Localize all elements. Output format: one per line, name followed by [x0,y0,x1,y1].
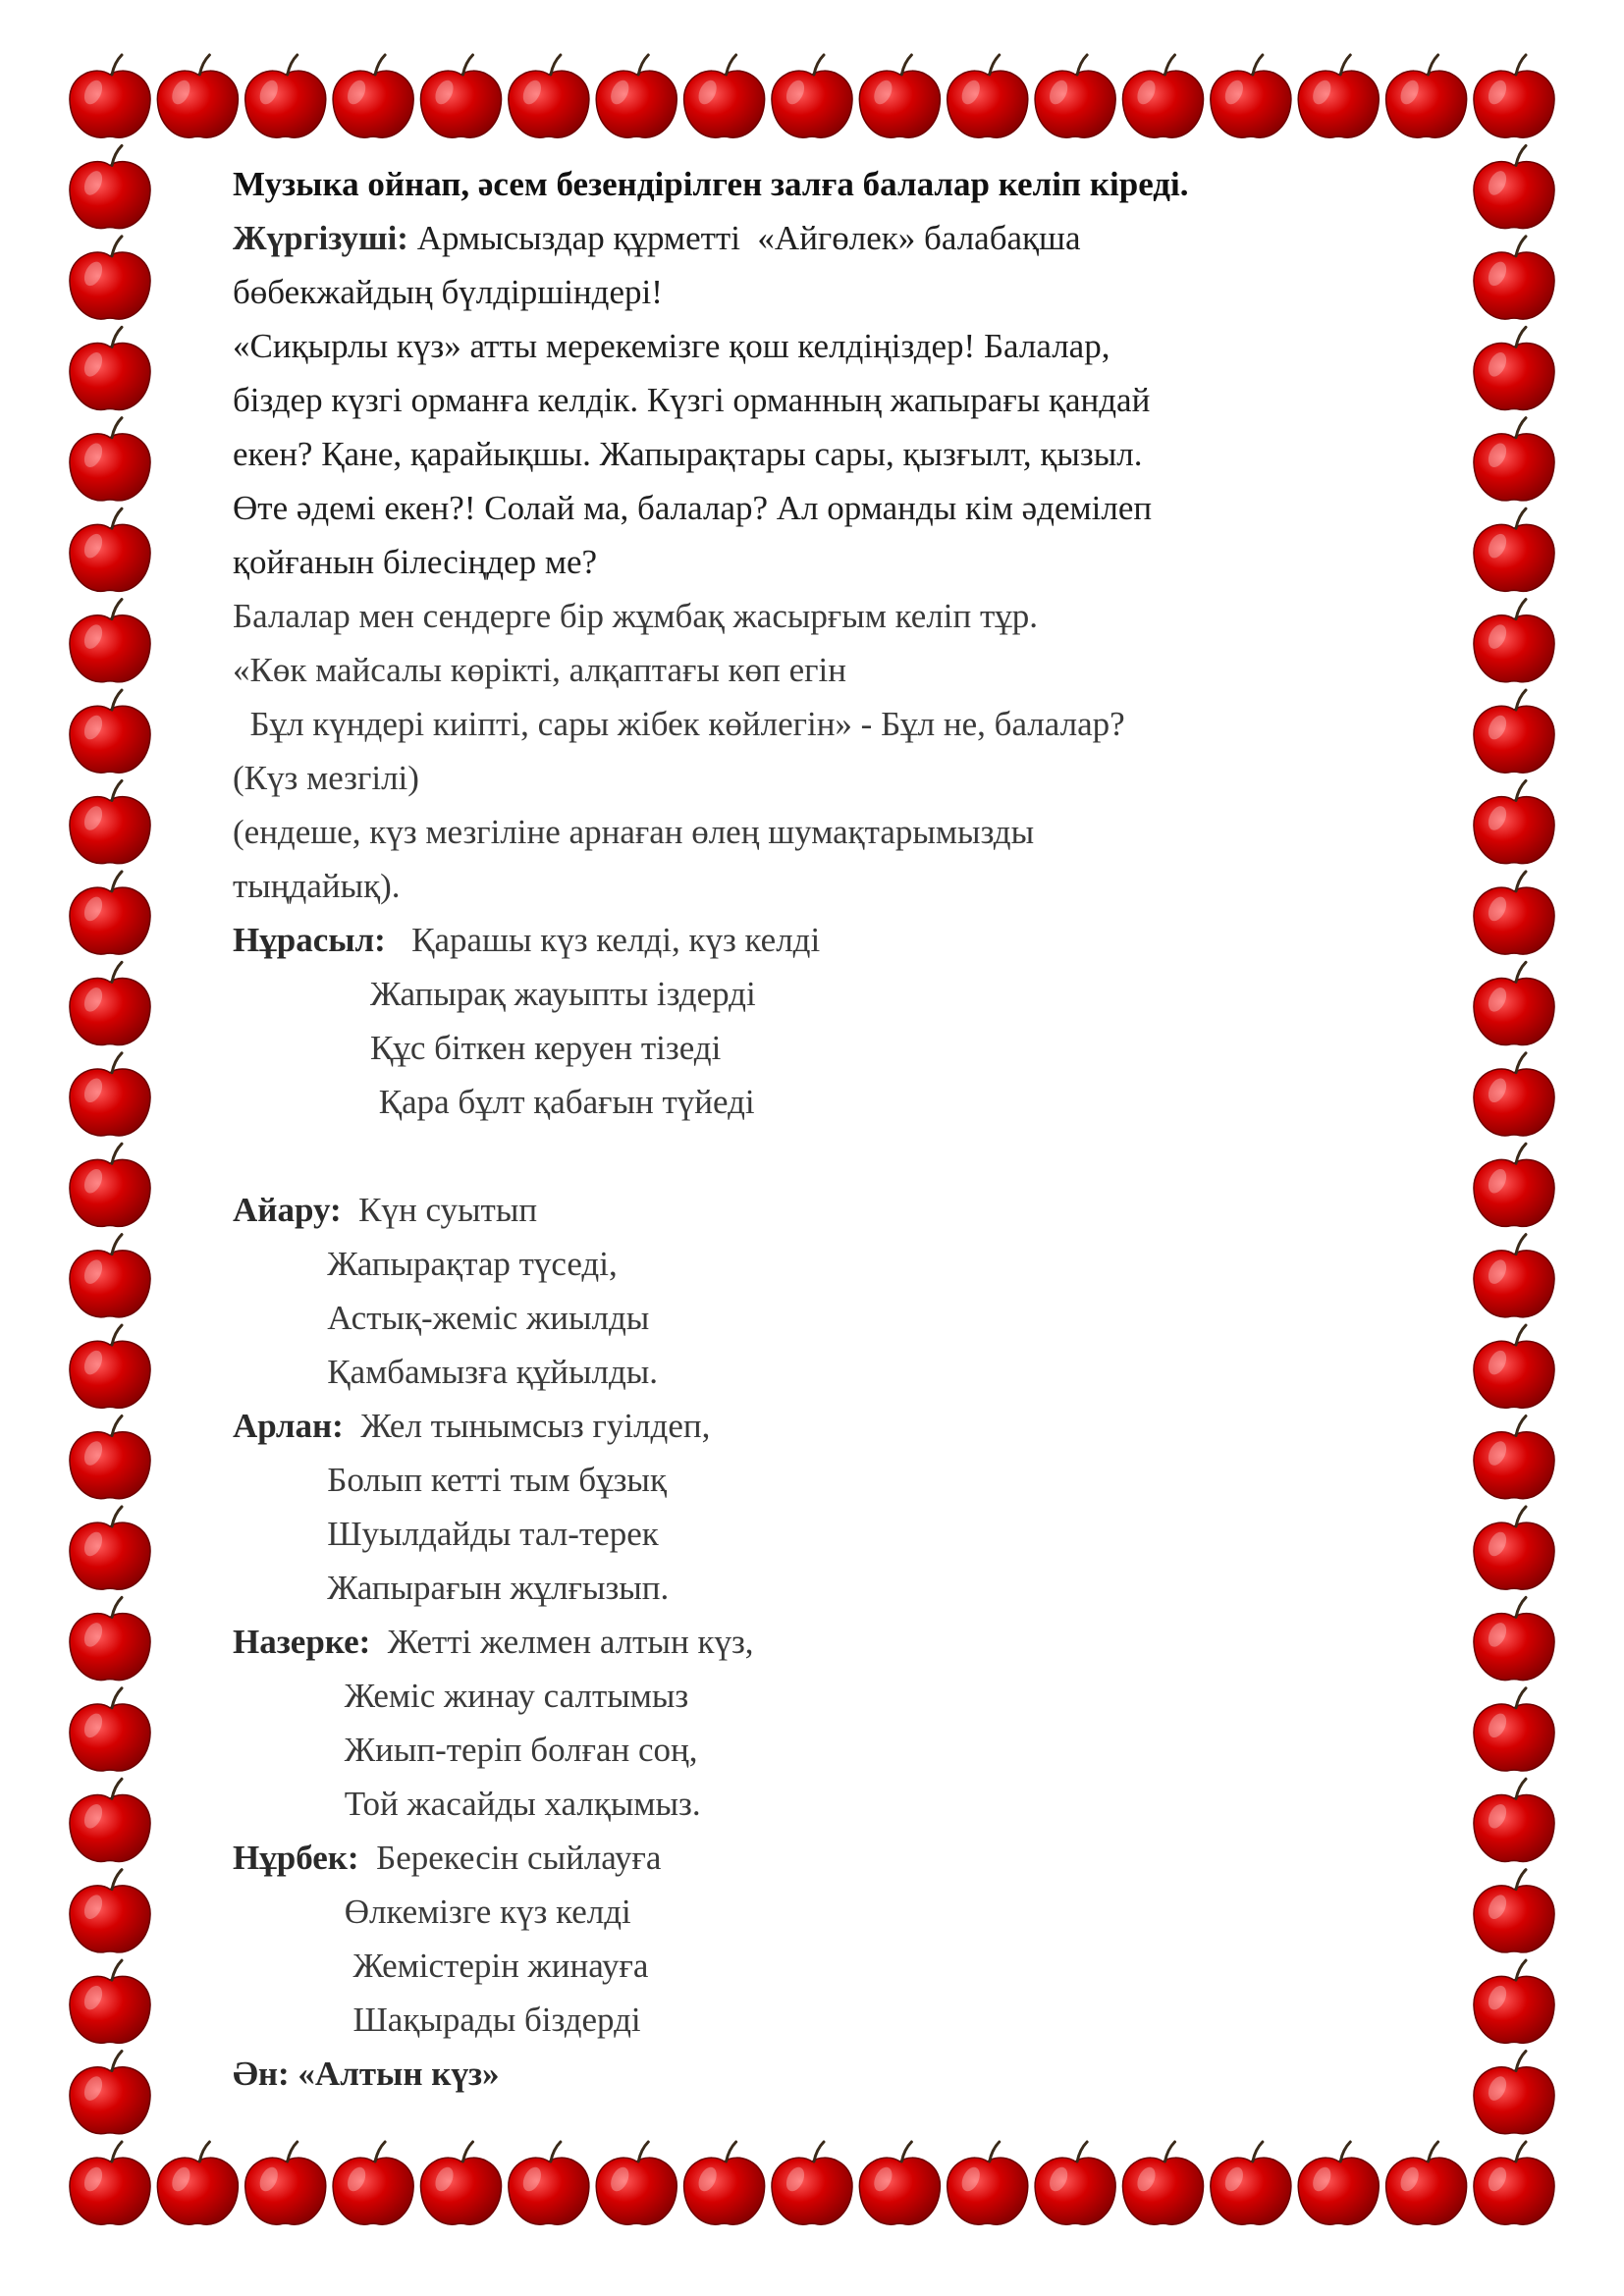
apple-icon [70,1144,150,1226]
apple-icon [1474,600,1554,682]
apple-icon [947,2142,1028,2224]
apple-icon [70,1416,150,1499]
apple-icon [1474,1053,1554,1136]
apple-icon [245,2142,326,2224]
apple-icon [70,1779,150,1861]
apple-icon [70,780,150,863]
apple-icon [859,55,940,137]
poem-text: Күн суытып [341,1191,538,1229]
apple-icon [509,2142,589,2224]
apple-icon [70,1688,150,1771]
host-line: біздер күзгі орманға келдік. Күзгі орманның жапырағы қандай [233,381,1151,419]
apple-icon [1474,1688,1554,1771]
apple-icon [70,418,150,501]
riddle-line: (Күз мезгілі) [233,759,419,797]
apple-icon [947,55,1028,137]
apple-icon [684,55,765,137]
host-line: бөбекжайдың бүлдіршіндері! [233,273,663,311]
apple-icon [1474,1779,1554,1861]
host-line: Өте әдемі екен?! Солай ма, балалар? Ал орманды кім әдемілеп [233,489,1153,527]
riddle-line: (ендеше, күз мезгіліне арнаған өлең шумақтарымызды [233,813,1035,851]
speaker-name: Арлан: [233,1407,344,1445]
apple-icon [1474,1960,1554,2043]
apple-icon [1035,2142,1115,2224]
apple-icon [70,2142,150,2224]
apple-icon [420,55,501,137]
poem-line: Жапырақтар түседі, [233,1245,618,1283]
apple-icon [1211,55,1291,137]
apple-icon [245,55,326,137]
speaker-name: Айару: [233,1191,342,1229]
apple-icon [859,2142,940,2224]
apple-icon [157,2142,238,2224]
blank-spacer [233,1129,1450,1183]
speaker-name: Нұрасыл: [233,921,386,959]
apple-icon [772,2142,852,2224]
apple-icon [157,55,238,137]
host-first-line [233,211,1450,265]
poem-first-line [233,1831,1450,1885]
poem-first-line [233,913,1450,967]
apple-icon [70,1507,150,1589]
apple-icon [1474,780,1554,863]
apple-icon [70,1597,150,1680]
apple-icon [1386,55,1467,137]
riddle-line: тыңдайық). [233,867,401,905]
poem-line: Қамбамызға құйылды. [233,1353,659,1391]
apple-icon [70,1960,150,2043]
document-body [233,157,1450,2101]
poem-line: Жапырағын жұлғызып. [233,1569,670,1607]
apple-icon [70,1053,150,1136]
apple-icon [596,55,677,137]
apple-icon [70,1870,150,1952]
apple-icon [1474,1870,1554,1952]
poem-first-line [233,1183,1450,1237]
intro-line: Музыка ойнап, әсем безендірілген залға балалар келіп кіреді. [233,165,1189,203]
apple-icon [1474,327,1554,409]
poem-line: Болып кетті тым бұзық [233,1461,667,1499]
poem-line: Астық-жеміс жиылды [233,1299,650,1337]
apple-icon [1386,2142,1467,2224]
poem-first-line [233,1615,1450,1669]
apple-icon [1298,2142,1379,2224]
apple-icon [1035,55,1115,137]
poem-line: Жеміс жинау салтымыз [233,1677,689,1715]
speaker-name: Назерке: [233,1623,371,1661]
apple-icon [1474,1325,1554,1408]
apple-icon [333,2142,413,2224]
poem-text: Берекесін сыйлауға [358,1839,662,1877]
apple-icon [70,237,150,319]
apple-icon [1474,1235,1554,1317]
apple-icon [1474,2142,1554,2224]
apple-icon [70,1235,150,1317]
apple-icon [509,55,589,137]
poem-text: Қарашы күз келді, күз келді [385,921,821,959]
apple-icon [333,55,413,137]
apple-icon [70,2052,150,2134]
poem-line: Той жасайды халқымыз. [233,1785,701,1823]
apple-icon [1122,55,1203,137]
apple-icon [70,145,150,228]
poem-line: Өлкемізге күз келді [233,1893,631,1931]
poem-text: Жел тынымсыз гуілдеп, [343,1407,711,1445]
apple-icon [772,55,852,137]
poem-text: Жетті желмен алтын күз, [370,1623,754,1661]
apple-icon [1474,1416,1554,1499]
riddle-line: Балалар мен сендерге бір жұмбақ жасырғым келіп тұр. [233,597,1039,635]
poem-line: Жемістерін жинауға [233,1947,649,1985]
poem-line: Жапырақ жауыпты іздерді [233,975,756,1013]
apple-icon [1474,55,1554,137]
apple-icon [70,600,150,682]
apple-icon [1474,1507,1554,1589]
apple-icon [1122,2142,1203,2224]
song-title: Ән: «Алтын күз» [233,2055,500,2093]
riddle-line: «Көк майсалы көрікті, алқаптағы көп егін [233,651,846,689]
apple-icon [1474,2052,1554,2134]
apple-icon [1474,872,1554,954]
apple-icon [70,55,150,137]
apple-icon [1474,145,1554,228]
poem-line: Құс біткен керуен тізеді [233,1029,722,1067]
apple-icon [70,872,150,954]
apple-icon [1474,418,1554,501]
host-line: қойғанын білесіңдер ме? [233,543,598,581]
apple-icon [1474,237,1554,319]
apple-icon [1474,690,1554,773]
apple-icon [70,690,150,773]
poem-first-line [233,1399,1450,1453]
apple-icon [596,2142,677,2224]
riddle-line: Бұл күндері киіпті, сары жібек көйлегін» - Бұл не, балалар? [233,705,1125,743]
apple-icon [70,327,150,409]
apple-icon [1474,508,1554,591]
apple-icon [70,508,150,591]
apple-icon [1211,2142,1291,2224]
apple-icon [1474,962,1554,1044]
poem-line: Шақырады біздерді [233,2001,641,2039]
apple-icon [420,2142,501,2224]
host-line: екен? Қане, қарайықшы. Жапырақтары сары, қызғылт, қызыл. [233,435,1143,473]
apple-icon [70,1325,150,1408]
apple-icon [684,2142,765,2224]
poem-line: Қара бұлт қабағын түйеді [233,1083,755,1121]
apple-icon [1298,55,1379,137]
host-text: Армысыздар құрметті «Айгөлек» балабақша [407,219,1081,257]
apple-icon [70,962,150,1044]
poem-line: Жиып-теріп болған соң, [233,1731,698,1769]
speaker-name: Нұрбек: [233,1839,359,1877]
speaker-name: Жүргізуші: [233,219,408,257]
apple-icon [1474,1144,1554,1226]
poem-line: Шуылдайды тал-терек [233,1515,659,1553]
host-line: «Сиқырлы күз» атты мерекемізге қош келдіңіздер! Балалар, [233,327,1110,365]
apple-icon [1474,1597,1554,1680]
